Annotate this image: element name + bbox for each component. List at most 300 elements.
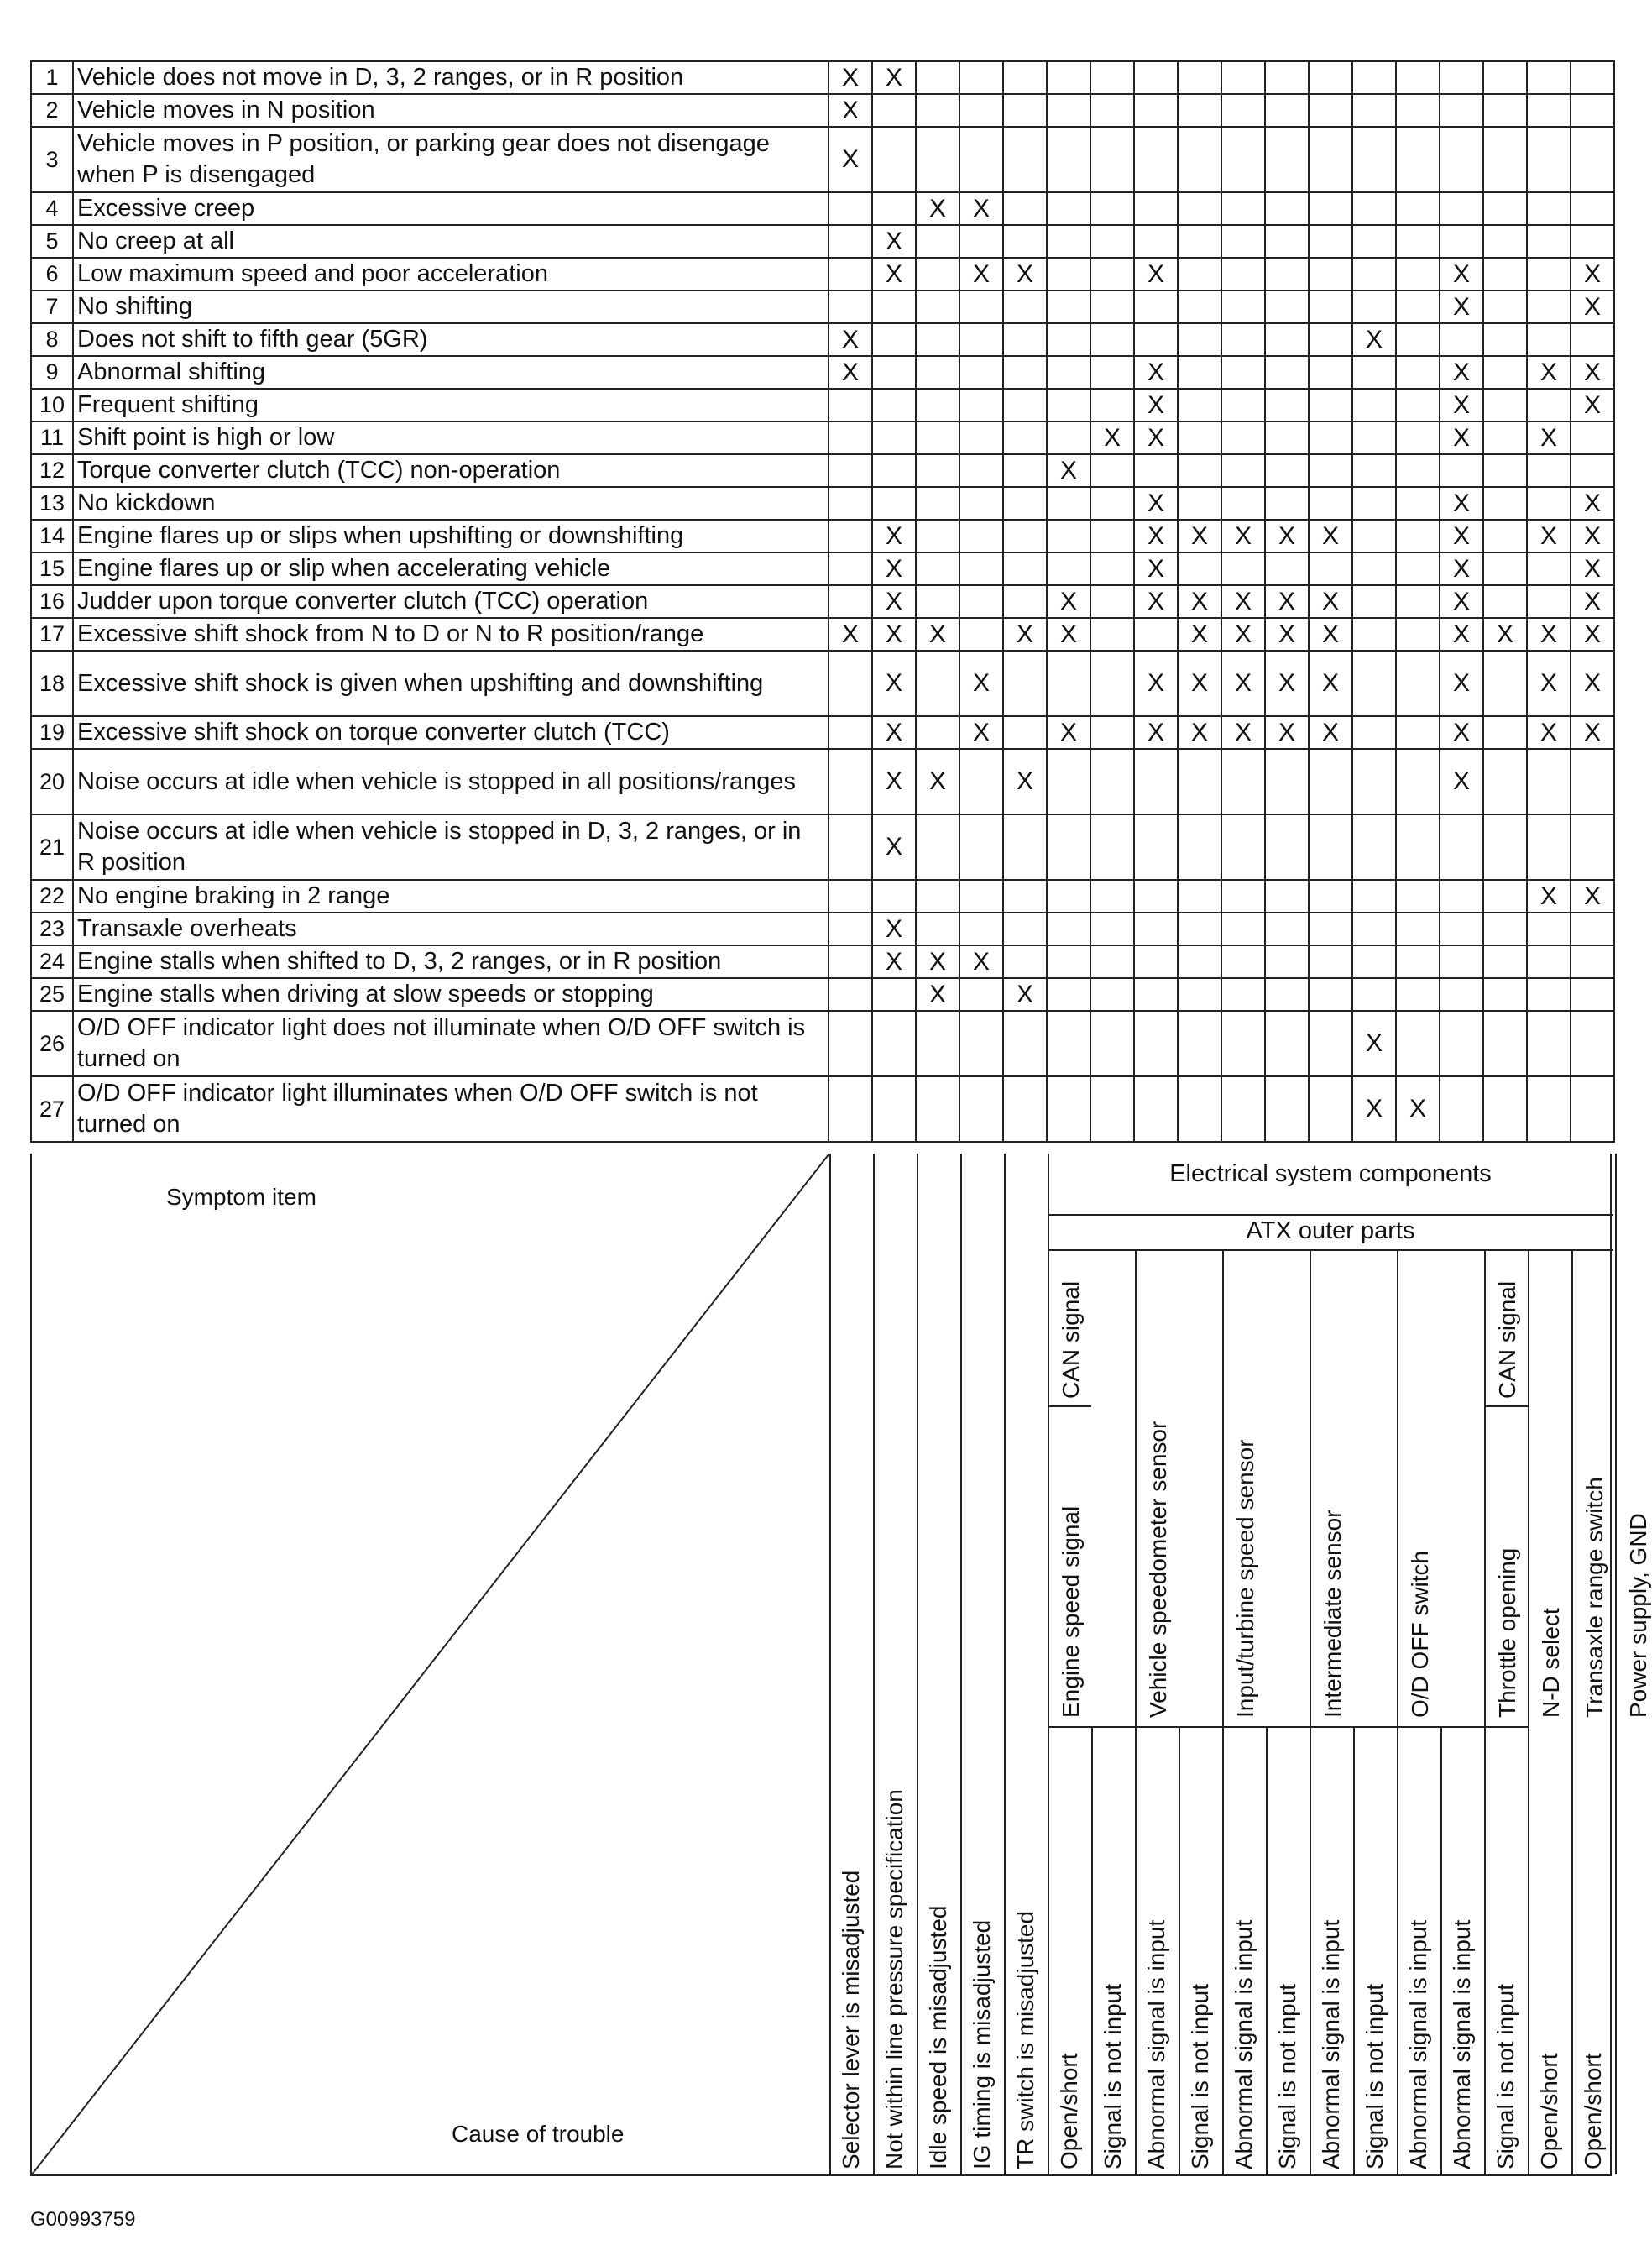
cause-mark: X [1047, 585, 1090, 618]
empty-cell [1309, 389, 1352, 421]
cause-mark: X [872, 716, 916, 749]
empty-cell [829, 258, 872, 290]
empty-cell [1396, 913, 1440, 945]
empty-cell [916, 520, 959, 552]
symptom-row [31, 127, 1614, 192]
empty-cell [1483, 290, 1527, 323]
empty-cell [1265, 127, 1309, 192]
cause-mark: X [1352, 323, 1396, 356]
header-divider [1571, 1249, 1573, 2174]
empty-cell [1178, 258, 1221, 290]
empty-cell [1309, 356, 1352, 389]
cause-mark: X [1571, 880, 1614, 913]
cause-mark: X [1134, 585, 1178, 618]
empty-cell [959, 389, 1003, 421]
empty-cell [1134, 880, 1178, 913]
empty-cell [1527, 1076, 1571, 1142]
empty-cell [1090, 749, 1134, 814]
empty-cell [1090, 978, 1134, 1011]
symptom-row [31, 356, 1614, 389]
empty-cell [829, 651, 872, 716]
empty-cell [1527, 290, 1571, 323]
empty-cell [1352, 454, 1396, 487]
empty-cell [1440, 61, 1483, 94]
empty-cell [1221, 192, 1265, 225]
empty-cell [1047, 552, 1090, 585]
header-divider [1135, 1249, 1137, 2174]
empty-cell [1047, 192, 1090, 225]
cause-column-label: Not within line pressure specification [881, 1789, 907, 2169]
cause-column-label: Open/short [1580, 2053, 1606, 2169]
row-number: 6 [31, 258, 73, 290]
empty-cell [1090, 880, 1134, 913]
empty-cell [916, 421, 959, 454]
symptom-row [31, 454, 1614, 487]
row-number: 11 [31, 421, 73, 454]
empty-cell [1003, 520, 1047, 552]
row-number: 22 [31, 880, 73, 913]
empty-cell [1003, 716, 1047, 749]
cause-mark: X [1440, 487, 1483, 520]
cause-mark: X [1440, 290, 1483, 323]
empty-cell [1309, 323, 1352, 356]
empty-cell [1527, 978, 1571, 1011]
cause-mark: X [1440, 552, 1483, 585]
empty-cell [1483, 978, 1527, 1011]
row-number: 27 [31, 1076, 73, 1142]
cause-mark: X [1440, 520, 1483, 552]
cause-mark: X [1352, 1076, 1396, 1142]
empty-cell [916, 651, 959, 716]
empty-cell [1309, 421, 1352, 454]
empty-cell [916, 356, 959, 389]
empty-cell [1090, 1076, 1134, 1142]
row-number: 12 [31, 454, 73, 487]
row-number: 2 [31, 94, 73, 127]
row-number: 1 [31, 61, 73, 94]
cause-mark: X [1440, 258, 1483, 290]
empty-cell [1527, 749, 1571, 814]
cause-mark: X [1178, 618, 1221, 651]
cause-mark: X [1309, 651, 1352, 716]
cause-mark: X [959, 651, 1003, 716]
cause-mark: X [872, 749, 916, 814]
empty-cell [916, 880, 959, 913]
symptom-text: Engine flares up or slips when upshifting or downshifting [73, 520, 829, 552]
symptom-text: Excessive shift shock on torque converter clutch (TCC) [73, 716, 829, 749]
empty-cell [1571, 61, 1614, 94]
empty-cell [959, 487, 1003, 520]
empty-cell [1047, 913, 1090, 945]
symptom-row [31, 814, 1614, 880]
empty-cell [829, 520, 872, 552]
corner-diagonal [32, 1154, 829, 2176]
header-divider [960, 1154, 962, 2174]
empty-cell [1221, 749, 1265, 814]
empty-cell [1527, 61, 1571, 94]
header-divider [1310, 1249, 1311, 2174]
can-signal-label-1: CAN signal [1058, 1280, 1084, 1399]
header-divider [1091, 1726, 1093, 2174]
symptom-text: Excessive shift shock is given when upshifting and downshifting [73, 651, 829, 716]
empty-cell [1003, 192, 1047, 225]
empty-cell [916, 389, 959, 421]
row-number: 23 [31, 913, 73, 945]
empty-cell [872, 389, 916, 421]
empty-cell [1265, 552, 1309, 585]
empty-cell [1090, 290, 1134, 323]
empty-cell [1134, 290, 1178, 323]
symptom-text: Abnormal shifting [73, 356, 829, 389]
empty-cell [1483, 1011, 1527, 1076]
cause-mark: X [1221, 618, 1265, 651]
cause-mark: X [872, 651, 916, 716]
cause-mark: X [1571, 618, 1614, 651]
empty-cell [916, 716, 959, 749]
input-turbine-label: Input/turbine speed sensor [1232, 1439, 1258, 1718]
empty-cell [959, 585, 1003, 618]
row-number: 13 [31, 487, 73, 520]
empty-cell [1178, 1011, 1221, 1076]
empty-cell [1352, 61, 1396, 94]
cause-mark: X [1134, 356, 1178, 389]
empty-cell [1265, 880, 1309, 913]
cause-mark: X [1571, 258, 1614, 290]
empty-cell [1352, 945, 1396, 978]
empty-cell [829, 290, 872, 323]
empty-cell [1221, 945, 1265, 978]
cause-mark: X [1440, 389, 1483, 421]
empty-cell [1440, 1076, 1483, 1142]
empty-cell [1483, 814, 1527, 880]
empty-cell [1440, 1011, 1483, 1076]
empty-cell [872, 487, 916, 520]
empty-cell [1090, 945, 1134, 978]
cause-mark: X [872, 225, 916, 258]
cause-mark: X [1178, 651, 1221, 716]
cause-mark: X [872, 618, 916, 651]
cause-mark: X [1571, 552, 1614, 585]
empty-cell [1265, 94, 1309, 127]
empty-cell [1571, 94, 1614, 127]
symptom-row [31, 913, 1614, 945]
cause-mark: X [1527, 356, 1571, 389]
empty-cell [1003, 880, 1047, 913]
empty-cell [1396, 716, 1440, 749]
row-number: 4 [31, 192, 73, 225]
empty-cell [1440, 127, 1483, 192]
empty-cell [1571, 192, 1614, 225]
empty-cell [1047, 290, 1090, 323]
cause-mark: X [1440, 749, 1483, 814]
empty-cell [1265, 323, 1309, 356]
empty-cell [1221, 1076, 1265, 1142]
empty-cell [1352, 421, 1396, 454]
empty-cell [1527, 585, 1571, 618]
empty-cell [1396, 880, 1440, 913]
cause-mark: X [916, 618, 959, 651]
empty-cell [1221, 290, 1265, 323]
empty-cell [1047, 814, 1090, 880]
empty-cell [1440, 978, 1483, 1011]
empty-cell [1047, 61, 1090, 94]
empty-cell [1352, 225, 1396, 258]
cause-mark: X [916, 945, 959, 978]
cause-mark: X [1134, 552, 1178, 585]
empty-cell [959, 127, 1003, 192]
empty-cell [1527, 945, 1571, 978]
cause-mark: X [916, 749, 959, 814]
row-number: 17 [31, 618, 73, 651]
empty-cell [872, 1011, 916, 1076]
empty-cell [1090, 356, 1134, 389]
header-divider [1615, 1154, 1617, 2174]
empty-cell [1440, 225, 1483, 258]
symptom-text: Shift point is high or low [73, 421, 829, 454]
cause-mark: X [829, 618, 872, 651]
empty-cell [1352, 749, 1396, 814]
empty-cell [1571, 1011, 1614, 1076]
empty-cell [1090, 192, 1134, 225]
empty-cell [1221, 880, 1265, 913]
symptom-row [31, 978, 1614, 1011]
cause-column-label: Abnormal signal is input [1318, 1919, 1344, 2169]
empty-cell [916, 323, 959, 356]
empty-cell [1221, 1011, 1265, 1076]
empty-cell [959, 618, 1003, 651]
empty-cell [1527, 487, 1571, 520]
empty-cell [1527, 389, 1571, 421]
empty-cell [1571, 323, 1614, 356]
empty-cell [959, 749, 1003, 814]
vehicle-speedometer-label: Vehicle speedometer sensor [1145, 1421, 1171, 1718]
empty-cell [829, 389, 872, 421]
empty-cell [1309, 61, 1352, 94]
cause-mark: X [1134, 421, 1178, 454]
empty-cell [1178, 421, 1221, 454]
empty-cell [1047, 487, 1090, 520]
empty-cell [1352, 880, 1396, 913]
header-divider [1266, 1726, 1268, 2174]
cause-column-label: Idle speed is misadjusted [925, 1905, 951, 2169]
empty-cell [1483, 749, 1527, 814]
empty-cell [1440, 913, 1483, 945]
cause-mark: X [1571, 356, 1614, 389]
symptom-row [31, 552, 1614, 585]
cause-column-label: Abnormal signal is input [1231, 1919, 1257, 2169]
empty-cell [1483, 552, 1527, 585]
empty-cell [1309, 814, 1352, 880]
empty-cell [1003, 487, 1047, 520]
empty-cell [1483, 945, 1527, 978]
row-number: 14 [31, 520, 73, 552]
cause-mark: X [1265, 618, 1309, 651]
can-signal-label-2: CAN signal [1494, 1280, 1520, 1399]
empty-cell [1309, 552, 1352, 585]
empty-cell [1134, 127, 1178, 192]
cause-mark: X [1483, 618, 1527, 651]
empty-cell [916, 61, 959, 94]
empty-cell [1003, 454, 1047, 487]
cause-mark: X [1178, 585, 1221, 618]
cause-mark: X [829, 127, 872, 192]
cause-mark: X [959, 192, 1003, 225]
empty-cell [829, 978, 872, 1011]
empty-cell [1396, 1011, 1440, 1076]
symptom-text: Does not shift to fifth gear (5GR) [73, 323, 829, 356]
empty-cell [1440, 945, 1483, 978]
empty-cell [1571, 814, 1614, 880]
empty-cell [1483, 225, 1527, 258]
empty-cell [829, 192, 872, 225]
empty-cell [1003, 356, 1047, 389]
empty-cell [1571, 945, 1614, 978]
cause-mark: X [1047, 716, 1090, 749]
cause-column-label: Signal is not input [1100, 1983, 1126, 2169]
header-divider [1397, 1249, 1398, 2174]
empty-cell [1221, 454, 1265, 487]
symptom-row [31, 94, 1614, 127]
empty-cell [959, 814, 1003, 880]
row-number: 20 [31, 749, 73, 814]
empty-cell [1178, 454, 1221, 487]
empty-cell [1396, 585, 1440, 618]
empty-cell [1134, 945, 1178, 978]
row-number: 10 [31, 389, 73, 421]
empty-cell [872, 127, 916, 192]
empty-cell [1571, 127, 1614, 192]
empty-cell [1265, 61, 1309, 94]
row-number: 8 [31, 323, 73, 356]
empty-cell [1003, 225, 1047, 258]
cause-mark: X [1309, 520, 1352, 552]
empty-cell [829, 225, 872, 258]
empty-cell [1483, 127, 1527, 192]
empty-cell [1440, 94, 1483, 127]
empty-cell [1090, 487, 1134, 520]
empty-cell [1090, 1011, 1134, 1076]
empty-cell [1090, 716, 1134, 749]
empty-cell [1265, 225, 1309, 258]
cause-mark: X [1134, 520, 1178, 552]
cause-mark: X [959, 716, 1003, 749]
empty-cell [829, 421, 872, 454]
empty-cell [1134, 225, 1178, 258]
empty-cell [916, 225, 959, 258]
empty-cell [1571, 225, 1614, 258]
empty-cell [1178, 356, 1221, 389]
header-divider [873, 1154, 875, 2174]
empty-cell [1003, 1011, 1047, 1076]
cause-column-label: Selector lever is misadjusted [838, 1870, 864, 2169]
cause-mark: X [872, 585, 916, 618]
empty-cell [1309, 945, 1352, 978]
empty-cell [1047, 323, 1090, 356]
empty-cell [1352, 520, 1396, 552]
empty-cell [1090, 323, 1134, 356]
empty-cell [1352, 290, 1396, 323]
empty-cell [959, 520, 1003, 552]
empty-cell [959, 421, 1003, 454]
empty-cell [1134, 913, 1178, 945]
empty-cell [1047, 94, 1090, 127]
cause-mark: X [959, 258, 1003, 290]
empty-cell [1527, 454, 1571, 487]
symptom-row [31, 1076, 1614, 1142]
row-number: 7 [31, 290, 73, 323]
empty-cell [829, 1076, 872, 1142]
diagnostic-matrix [30, 60, 1651, 2176]
cause-mark: X [1134, 651, 1178, 716]
empty-cell [1352, 94, 1396, 127]
empty-cell [1483, 487, 1527, 520]
symptom-row [31, 520, 1614, 552]
symptom-text: Engine flares up or slip when accelerating vehicle [73, 552, 829, 585]
symptom-text: O/D OFF indicator light illuminates when O/D OFF switch is not turned on [73, 1076, 829, 1142]
symptom-row [31, 225, 1614, 258]
cause-mark: X [1527, 651, 1571, 716]
empty-cell [916, 585, 959, 618]
symptom-text: Engine stalls when driving at slow speeds or stopping [73, 978, 829, 1011]
empty-cell [1178, 945, 1221, 978]
empty-cell [1483, 716, 1527, 749]
empty-cell [1396, 421, 1440, 454]
cause-mark: X [1134, 389, 1178, 421]
empty-cell [1003, 913, 1047, 945]
empty-cell [1090, 814, 1134, 880]
empty-cell [1483, 192, 1527, 225]
empty-cell [872, 454, 916, 487]
empty-cell [1047, 421, 1090, 454]
empty-cell [916, 454, 959, 487]
symptom-text: No creep at all [73, 225, 829, 258]
symptom-row [31, 716, 1614, 749]
empty-cell [1265, 258, 1309, 290]
cause-mark: X [916, 978, 959, 1011]
empty-cell [1221, 978, 1265, 1011]
empty-cell [1003, 127, 1047, 192]
cause-mark: X [872, 61, 916, 94]
empty-cell [916, 258, 959, 290]
row-number: 26 [31, 1011, 73, 1076]
empty-cell [1527, 913, 1571, 945]
power-supply-label: Power supply, GND [1625, 1513, 1651, 1718]
empty-cell [1221, 94, 1265, 127]
empty-cell [1309, 258, 1352, 290]
cause-mark: X [829, 61, 872, 94]
empty-cell [1047, 356, 1090, 389]
empty-cell [1483, 520, 1527, 552]
empty-cell [1396, 552, 1440, 585]
empty-cell [1178, 389, 1221, 421]
empty-cell [1221, 552, 1265, 585]
empty-cell [872, 323, 916, 356]
empty-cell [1003, 323, 1047, 356]
cause-column-label: Abnormal signal is input [1405, 1919, 1431, 2169]
empty-cell [1090, 225, 1134, 258]
cause-mark: X [1047, 454, 1090, 487]
empty-cell [916, 487, 959, 520]
electrical-group-label: Electrical system components [1169, 1160, 1492, 1187]
empty-cell [1047, 225, 1090, 258]
atx-outer-label: ATX outer parts [1246, 1217, 1415, 1244]
empty-cell [1309, 94, 1352, 127]
empty-cell [1396, 978, 1440, 1011]
empty-cell [1221, 61, 1265, 94]
cause-mark: X [872, 913, 916, 945]
row-number: 16 [31, 585, 73, 618]
cause-column-label: TR switch is misadjusted [1012, 1910, 1038, 2169]
